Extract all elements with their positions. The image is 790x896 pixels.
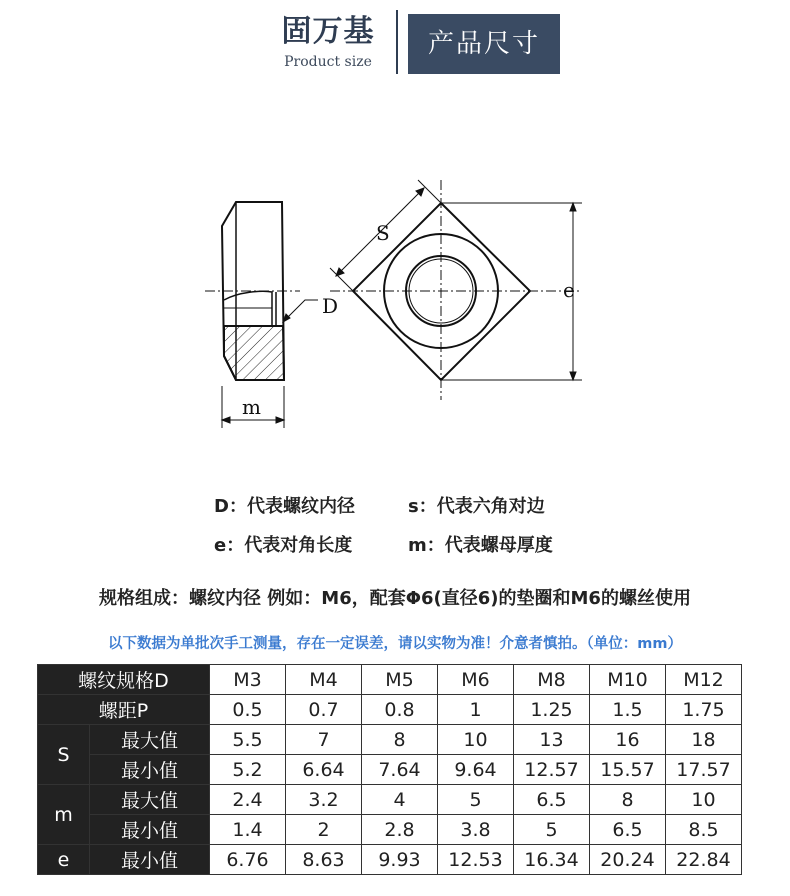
e-min-cell: 6.76 [210, 845, 286, 875]
size-cell: M10 [590, 665, 666, 695]
e-min-cell: 12.53 [438, 845, 514, 875]
size-cell: M5 [362, 665, 438, 695]
pitch-cell: 0.8 [362, 695, 438, 725]
legend-e: e：代表对角长度 [214, 535, 353, 556]
e-min-cell: 20.24 [590, 845, 666, 875]
pitch-label: 螺距P [38, 695, 210, 725]
s-max-cell: 18 [666, 725, 742, 755]
top-view [330, 180, 582, 400]
m-min-cell: 1.4 [210, 815, 286, 845]
e-group-label: e [38, 845, 90, 875]
e-min-cell: 16.34 [514, 845, 590, 875]
nut-technical-drawing [0, 160, 790, 460]
brand-block [270, 14, 386, 70]
pitch-cell: 0.7 [286, 695, 362, 725]
page-header [0, 10, 790, 78]
size-cell: M8 [514, 665, 590, 695]
m-max-cell: 3.2 [286, 785, 362, 815]
e-min-label: 最小值 [90, 845, 210, 875]
spec-table [37, 664, 742, 875]
m-min-cell: 5 [514, 815, 590, 845]
s-min-cell: 17.57 [666, 755, 742, 785]
pitch-cell: 1.5 [590, 695, 666, 725]
brand-name: 固万基 [281, 14, 375, 49]
m-min-cell: 6.5 [590, 815, 666, 845]
s-max-cell: 5.5 [210, 725, 286, 755]
m-min-cell: 8.5 [666, 815, 742, 845]
size-cell: M12 [666, 665, 742, 695]
pitch-cell: 0.5 [210, 695, 286, 725]
header-divider [396, 10, 398, 74]
s-min-cell: 9.64 [438, 755, 514, 785]
pitch-cell: 1 [438, 695, 514, 725]
table-row-s-max [38, 725, 742, 755]
size-cell: M3 [210, 665, 286, 695]
table-row-pitch [38, 695, 742, 725]
s-min-cell: 5.2 [210, 755, 286, 785]
table-row-m-min [38, 815, 742, 845]
m-min-cell: 2.8 [362, 815, 438, 845]
s-min-cell: 12.57 [514, 755, 590, 785]
header-size-label: 螺纹规格D [38, 665, 210, 695]
s-max-cell: 8 [362, 725, 438, 755]
label-D: D [322, 294, 339, 318]
label-e: e [563, 278, 575, 302]
label-S: S [376, 221, 390, 245]
table-row-e-min [38, 845, 742, 875]
e-min-cell: 22.84 [666, 845, 742, 875]
table-row-s-min [38, 755, 742, 785]
side-view [205, 202, 318, 428]
measurement-note: 以下数据为单批次手工测量，存在一定误差，请以实物为准！介意者慎拍。（单位：mm） [108, 636, 682, 652]
m-max-cell: 6.5 [514, 785, 590, 815]
e-min-cell: 9.93 [362, 845, 438, 875]
size-cell: M4 [286, 665, 362, 695]
m-min-cell: 3.8 [438, 815, 514, 845]
section-title: 产品尺寸 [408, 14, 560, 74]
size-cell: M6 [438, 665, 514, 695]
m-min-cell: 2 [286, 815, 362, 845]
m-max-cell: 8 [590, 785, 666, 815]
s-min-cell: 7.64 [362, 755, 438, 785]
legend-s: s：代表六角对边 [408, 496, 545, 517]
spec-description: 规格组成：螺纹内径 例如：M6，配套Φ6(直径6)的垫圈和M6的螺丝使用 [99, 588, 691, 609]
s-max-cell: 16 [590, 725, 666, 755]
legend-m: m：代表螺母厚度 [408, 535, 553, 556]
e-min-cell: 8.63 [286, 845, 362, 875]
s-group-label: S [38, 725, 90, 785]
brand-subtitle: Product size [284, 54, 372, 70]
s-max-cell: 13 [514, 725, 590, 755]
m-max-cell: 4 [362, 785, 438, 815]
pitch-cell: 1.25 [514, 695, 590, 725]
s-max-cell: 10 [438, 725, 514, 755]
m-max-cell: 5 [438, 785, 514, 815]
s-max-label: 最大值 [90, 725, 210, 755]
m-max-label: 最大值 [90, 785, 210, 815]
s-min-label: 最小值 [90, 755, 210, 785]
s-min-cell: 15.57 [590, 755, 666, 785]
label-m: m [242, 395, 261, 419]
table-row-size [38, 665, 742, 695]
m-max-cell: 10 [666, 785, 742, 815]
pitch-cell: 1.75 [666, 695, 742, 725]
m-max-cell: 2.4 [210, 785, 286, 815]
m-group-label: m [38, 785, 90, 845]
m-min-label: 最小值 [90, 815, 210, 845]
s-min-cell: 6.64 [286, 755, 362, 785]
s-max-cell: 7 [286, 725, 362, 755]
legend-D: D：代表螺纹内径 [214, 496, 355, 517]
table-row-m-max [38, 785, 742, 815]
